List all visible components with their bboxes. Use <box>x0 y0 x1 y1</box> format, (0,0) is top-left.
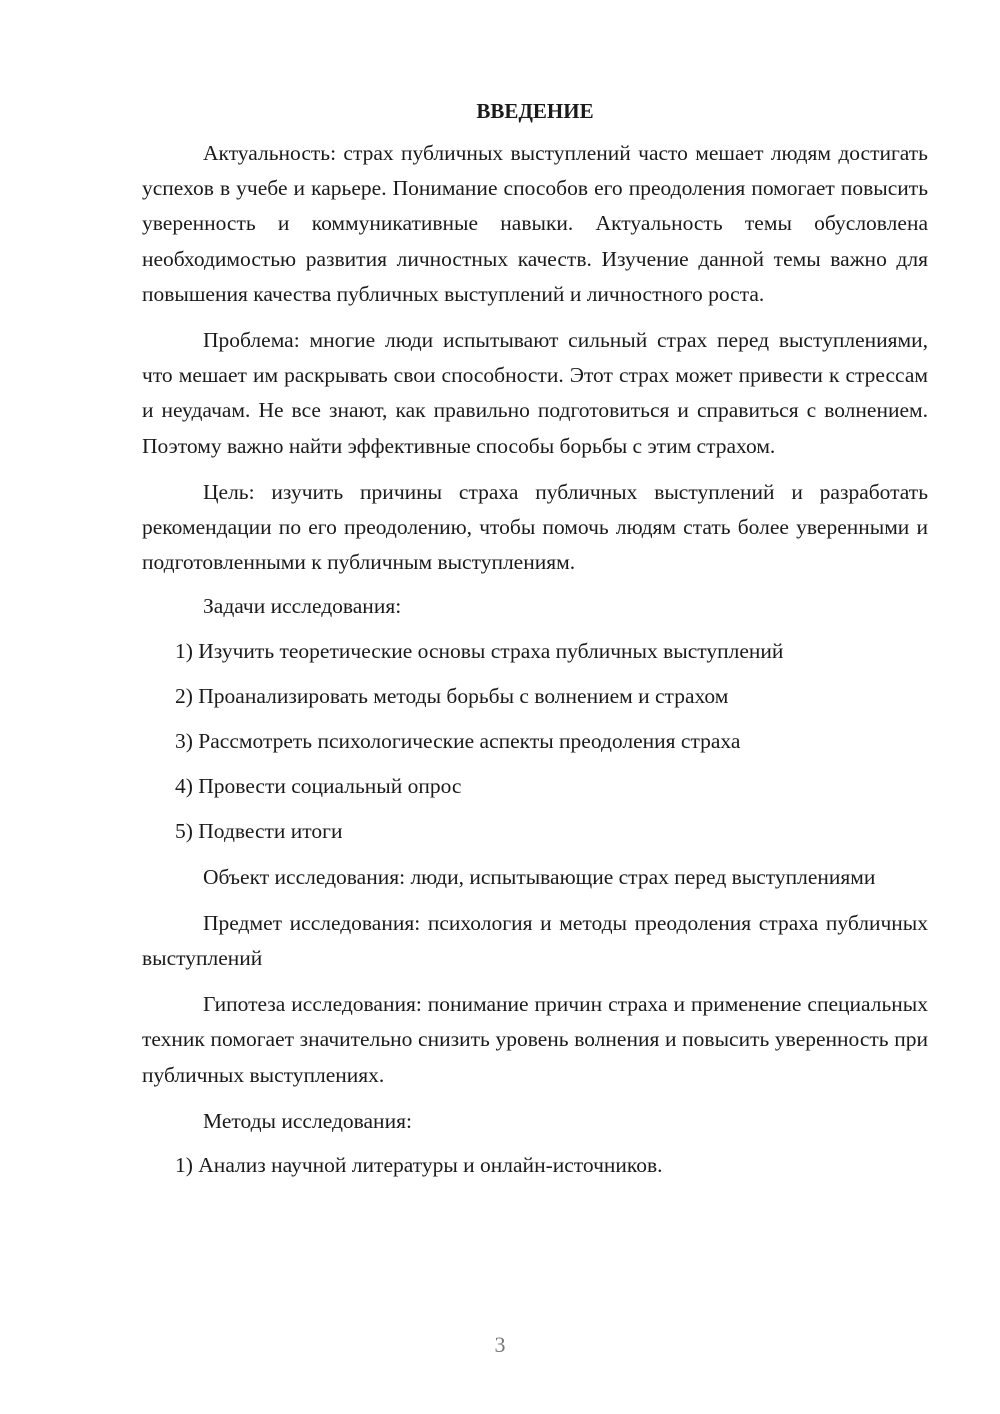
goal-paragraph: Цель: изучить причины страха публичных выступлений и разработать рекомендации по его преодолению, чтобы помочь людям стать более уверенными и подготовленными к публичным выступлениям. <box>142 479 928 575</box>
section-heading: ВВЕДЕНИЕ <box>476 99 594 123</box>
method-item-1: 1) Анализ научной литературы и онлайн-источников. <box>175 1153 663 1178</box>
subject-paragraph: Предмет исследования: психология и методы преодоления страха публичных выступлений <box>142 910 928 971</box>
methods-title: Методы исследования: <box>203 1108 412 1133</box>
task-item-1: 1) Изучить теоретические основы страха публичных выступлений <box>175 638 784 663</box>
tasks-title: Задачи исследования: <box>203 594 402 619</box>
hypothesis-paragraph: Гипотеза исследования: понимание причин страха и применение специальных техник помогает значительно снизить уровень волнения и повысить уверенность при публичных выступлениях. <box>142 992 928 1087</box>
object-paragraph: Объект исследования: люди, испытывающие страх перед выступлениями <box>203 864 876 889</box>
relevance-paragraph: Актуальность: страх публичных выступлений часто мешает людям достигать успехов в учебе и карьере. Понимание способов его преодоления помогает повысить уверенность и коммуникативные навыки. Актуальность темы обусловлена необходимостью развития личностных качеств. Изучение данной темы важно для повышения качества публичных выступлений и личностного роста. <box>142 141 928 306</box>
problem-paragraph: Проблема: многие люди испытывают сильный страх перед выступлениями, что мешает им раскрывать свои способности. Этот страх может привести к стрессам и неудачам. Не все знают, как правильно подготовиться и справиться с волнением. Поэтому важно найти эффективные способы борьбы с этим страхом. <box>142 328 928 458</box>
task-item-5: 5) Подвести итоги <box>175 819 343 844</box>
document-page <box>142 96 928 1193</box>
task-item-3: 3) Рассмотреть психологические аспекты преодоления страха <box>175 729 741 754</box>
task-item-4: 4) Провести социальный опрос <box>175 774 462 799</box>
page-number: 3 <box>494 1332 506 1357</box>
task-item-2: 2) Проанализировать методы борьбы с волнением и страхом <box>175 683 729 708</box>
